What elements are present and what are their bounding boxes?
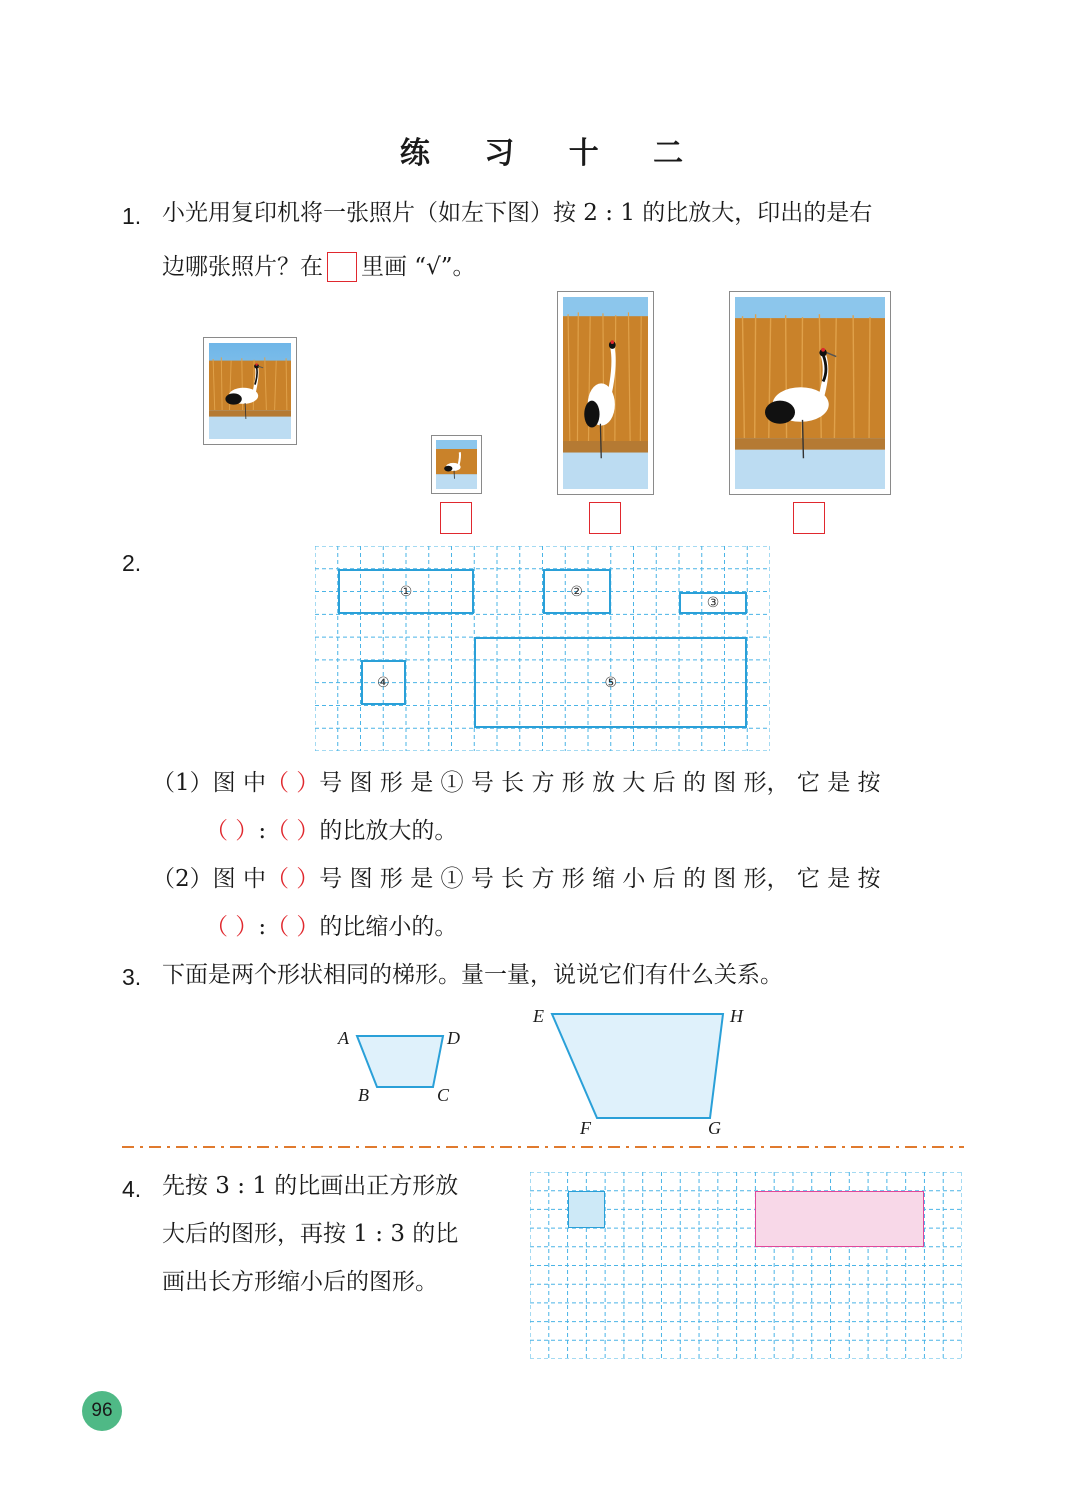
q4-line2: 大后的图形，再按 1 : 3 的比	[162, 1221, 459, 1247]
label-c: C	[437, 1085, 450, 1105]
q2-sub2-line1: （2）图 中（ ）号 图 形 是 ① 号 长 方 形 缩 小 后 的 图 形， 它 是 按	[152, 866, 881, 892]
q1-text-line2	[162, 252, 475, 282]
pink-rectangle	[755, 1191, 924, 1247]
label-f: F	[580, 1118, 591, 1138]
label-e: E	[533, 1006, 544, 1026]
q4-number: 4.	[122, 1176, 142, 1202]
crane-photo-image	[209, 343, 291, 439]
q4-grid[interactable]	[530, 1172, 962, 1359]
trapezoid-abcd	[357, 1036, 443, 1087]
shape-label-5: ⑤	[604, 674, 618, 691]
q2-sub1-line2: （ ）:（ ）的比放大的。	[205, 818, 458, 844]
answer-box-option-c[interactable]	[793, 502, 825, 534]
q1-text-line2-b: 里画 “√”。	[361, 254, 476, 280]
photo-option-b	[557, 291, 654, 495]
shape-label-4: ④	[376, 674, 390, 691]
crane-photo-image	[563, 297, 648, 489]
q1-number: 1.	[122, 203, 142, 229]
q3-number: 3.	[122, 964, 142, 990]
trapezoid-efgh	[552, 1014, 723, 1118]
photo-option-c	[729, 291, 891, 495]
q1-text-line2-a: 边哪张照片？在	[162, 254, 323, 280]
page-title: 练 习 十 二	[399, 136, 706, 171]
small-square	[568, 1191, 606, 1228]
crane-photo-image	[735, 297, 885, 489]
q1-text-line1: 小光用复印机将一张照片（如左下图）按 2 : 1 的比放大，印出的是右	[162, 200, 873, 226]
shape-label-2: ②	[570, 583, 583, 600]
q2-grid	[315, 546, 770, 751]
q4-line1: 先按 3 : 1 的比画出正方形放	[162, 1173, 459, 1199]
q4-line3: 画出长方形缩小后的图形。	[162, 1269, 438, 1295]
label-b: B	[358, 1085, 369, 1105]
label-g: G	[708, 1118, 721, 1138]
section-divider	[122, 1145, 964, 1149]
shape-label-1: ①	[399, 583, 413, 600]
q2-sub1-line1: （1）图 中（ ）号 图 形 是 ① 号 长 方 形 放 大 后 的 图 形， 它 是 按	[152, 770, 881, 796]
photo-option-a	[431, 435, 482, 494]
answer-box-option-b[interactable]	[589, 502, 621, 534]
label-h: H	[730, 1006, 743, 1026]
label-a: A	[338, 1028, 349, 1048]
q3-text: 下面是两个形状相同的梯形。量一量，说说它们有什么关系。	[162, 962, 783, 988]
label-d: D	[447, 1028, 460, 1048]
q2-sub2-line2: （ ）:（ ）的比缩小的。	[205, 914, 458, 940]
example-answer-box	[327, 252, 357, 282]
crane-photo-image	[436, 440, 477, 489]
trapezoid-figures	[330, 1000, 770, 1145]
original-photo	[203, 337, 297, 445]
answer-box-option-a[interactable]	[440, 502, 472, 534]
shape-label-3: ③	[706, 594, 720, 611]
q2-number: 2.	[122, 550, 142, 576]
page-number-badge: 96	[82, 1391, 122, 1431]
